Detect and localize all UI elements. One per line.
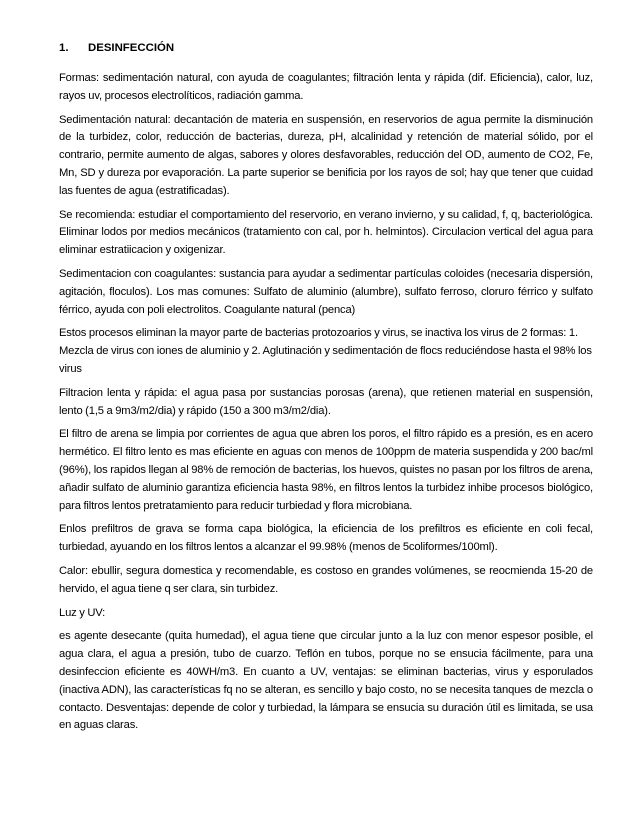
paragraph-recomendaciones: Se recomienda: estudiar el comportamiento del reservorio, en verano invierno, y su calidad, f, q, bacteriológica. Eliminar lodos por medios mecánicos (tratamiento con cal, por h. helmintos). Circulacion vertical del agua para eliminar estratiicacion y oxigenizar.	[59, 208, 593, 257]
section-heading	[59, 41, 593, 56]
paragraph-coagulantes: Sedimentacion con coagulantes: sustancia para ayudar a sedimentar partículas coloides (necesaria dispersión, agitación, floculos). Los mas comunes: Sulfato de aluminio (alumbre), sulfato ferroso, cloruro férrico y sulfato férrico, ayuda con poli electrolitos. Coagulante natural (penca)	[59, 267, 593, 316]
document-body	[59, 41, 593, 741]
paragraph-formas: Formas: sedimentación natural, con ayuda de coagulantes; filtración lenta y rápida (dif. Eficiencia), calor, luz, rayos uv, procesos electrolíticos, radiación gamma.	[59, 72, 593, 102]
section-number: 1.	[59, 42, 69, 54]
paragraph-prefiltros: Enlos prefiltros de grava se forma capa biológica, la eficiencia de los prefiltros es eficiente en coli fecal, turbiedad, ayuando en los filtros lentos a alcanzar el 99.98% (menos de 5coliformes/100ml).	[59, 523, 593, 554]
paragraph-filtracion: Filtracion lenta y rápida: el agua pasa por sustancias porosas (arena), que retienen material en suspensión, lento (1,5 a 9m3/m2/dia) y rápido (150 a 300 m3/m2/dia).	[59, 386, 593, 417]
paragraph-sedimentacion-natural: Sedimentación natural: decantación de materia en suspensión, en reservorios de agua permite la disminución de la turbidez, color, reducción de bacterias, dureza, pH, alcalinidad y retención de material sólido, por el contrario, permite aumento de algas, sabores y olores desfavorables, reducción del OD, aumento de CO2, Fe, Mn, SD y dureza por evaporación. La parte superior se benificia por los rayos de sol; hay que tener que cuidad las fuentes de agua (estratificadas).	[59, 113, 593, 197]
section-title: DESINFECCIÓN	[88, 42, 175, 54]
paragraph-luz-uv: es agente desecante (quita humedad), el agua tiene que circular junto a la luz con menor espesor posible, el agua clara, el agua a presión, tubo de cuarzo. Teflón en tubos, porque no se ensucia fácilmente, para una desinfeccion eficiente es 40WH/m3. En cuanto a UV, ventajas: se eliminan bacterias, virus y esporulados (inactiva ADN), las características fq no se alteran, es sencillo y bajo costo, no se necesita tanques de mezcla o contacto. Desventajas: depende de color y turbiedad, la lámpara se ensucia su duración útil es limitada, se usa en aguas claras.	[59, 630, 593, 732]
paragraph-eliminacion-virus: Estos procesos eliminan la mayor parte de bacterias protozoarios y virus, se inactiva los virus de 2 formas: 1. Mezcla de virus con iones de aluminio y 2. Aglutinación y sedimentación de flocs reduciéndose hasta el 98% los virus	[59, 327, 592, 375]
paragraph-filtro-arena: El filtro de arena se limpia por corrientes de agua que abren los poros, el filtro rápido es a presión, es en acero hermético. El filtro lento es mas eficiente en aguas con menos de 100ppm de materia suspendida y 200 bac/ml (96%), los rapidos llegan al 98% de remoción de bacterias, los huevos, quistes no pasan por los filtros de arena, añadir sulfato de aluminio garantiza eficiencia hasta 98%, en filtros lentos la turbidez inhibe procesos biológico, para filtros lentos pretratamiento para reducir turbiedad y flora microbiana.	[59, 428, 593, 512]
paragraph-calor: Calor: ebullir, segura domestica y recomendable, es costoso en grandes volúmenes, se reocmienda 15-20 de hervido, el agua tiene q ser clara, sin turbidez.	[59, 564, 593, 595]
paragraph-luz-uv-title: Luz y UV:	[59, 606, 106, 619]
